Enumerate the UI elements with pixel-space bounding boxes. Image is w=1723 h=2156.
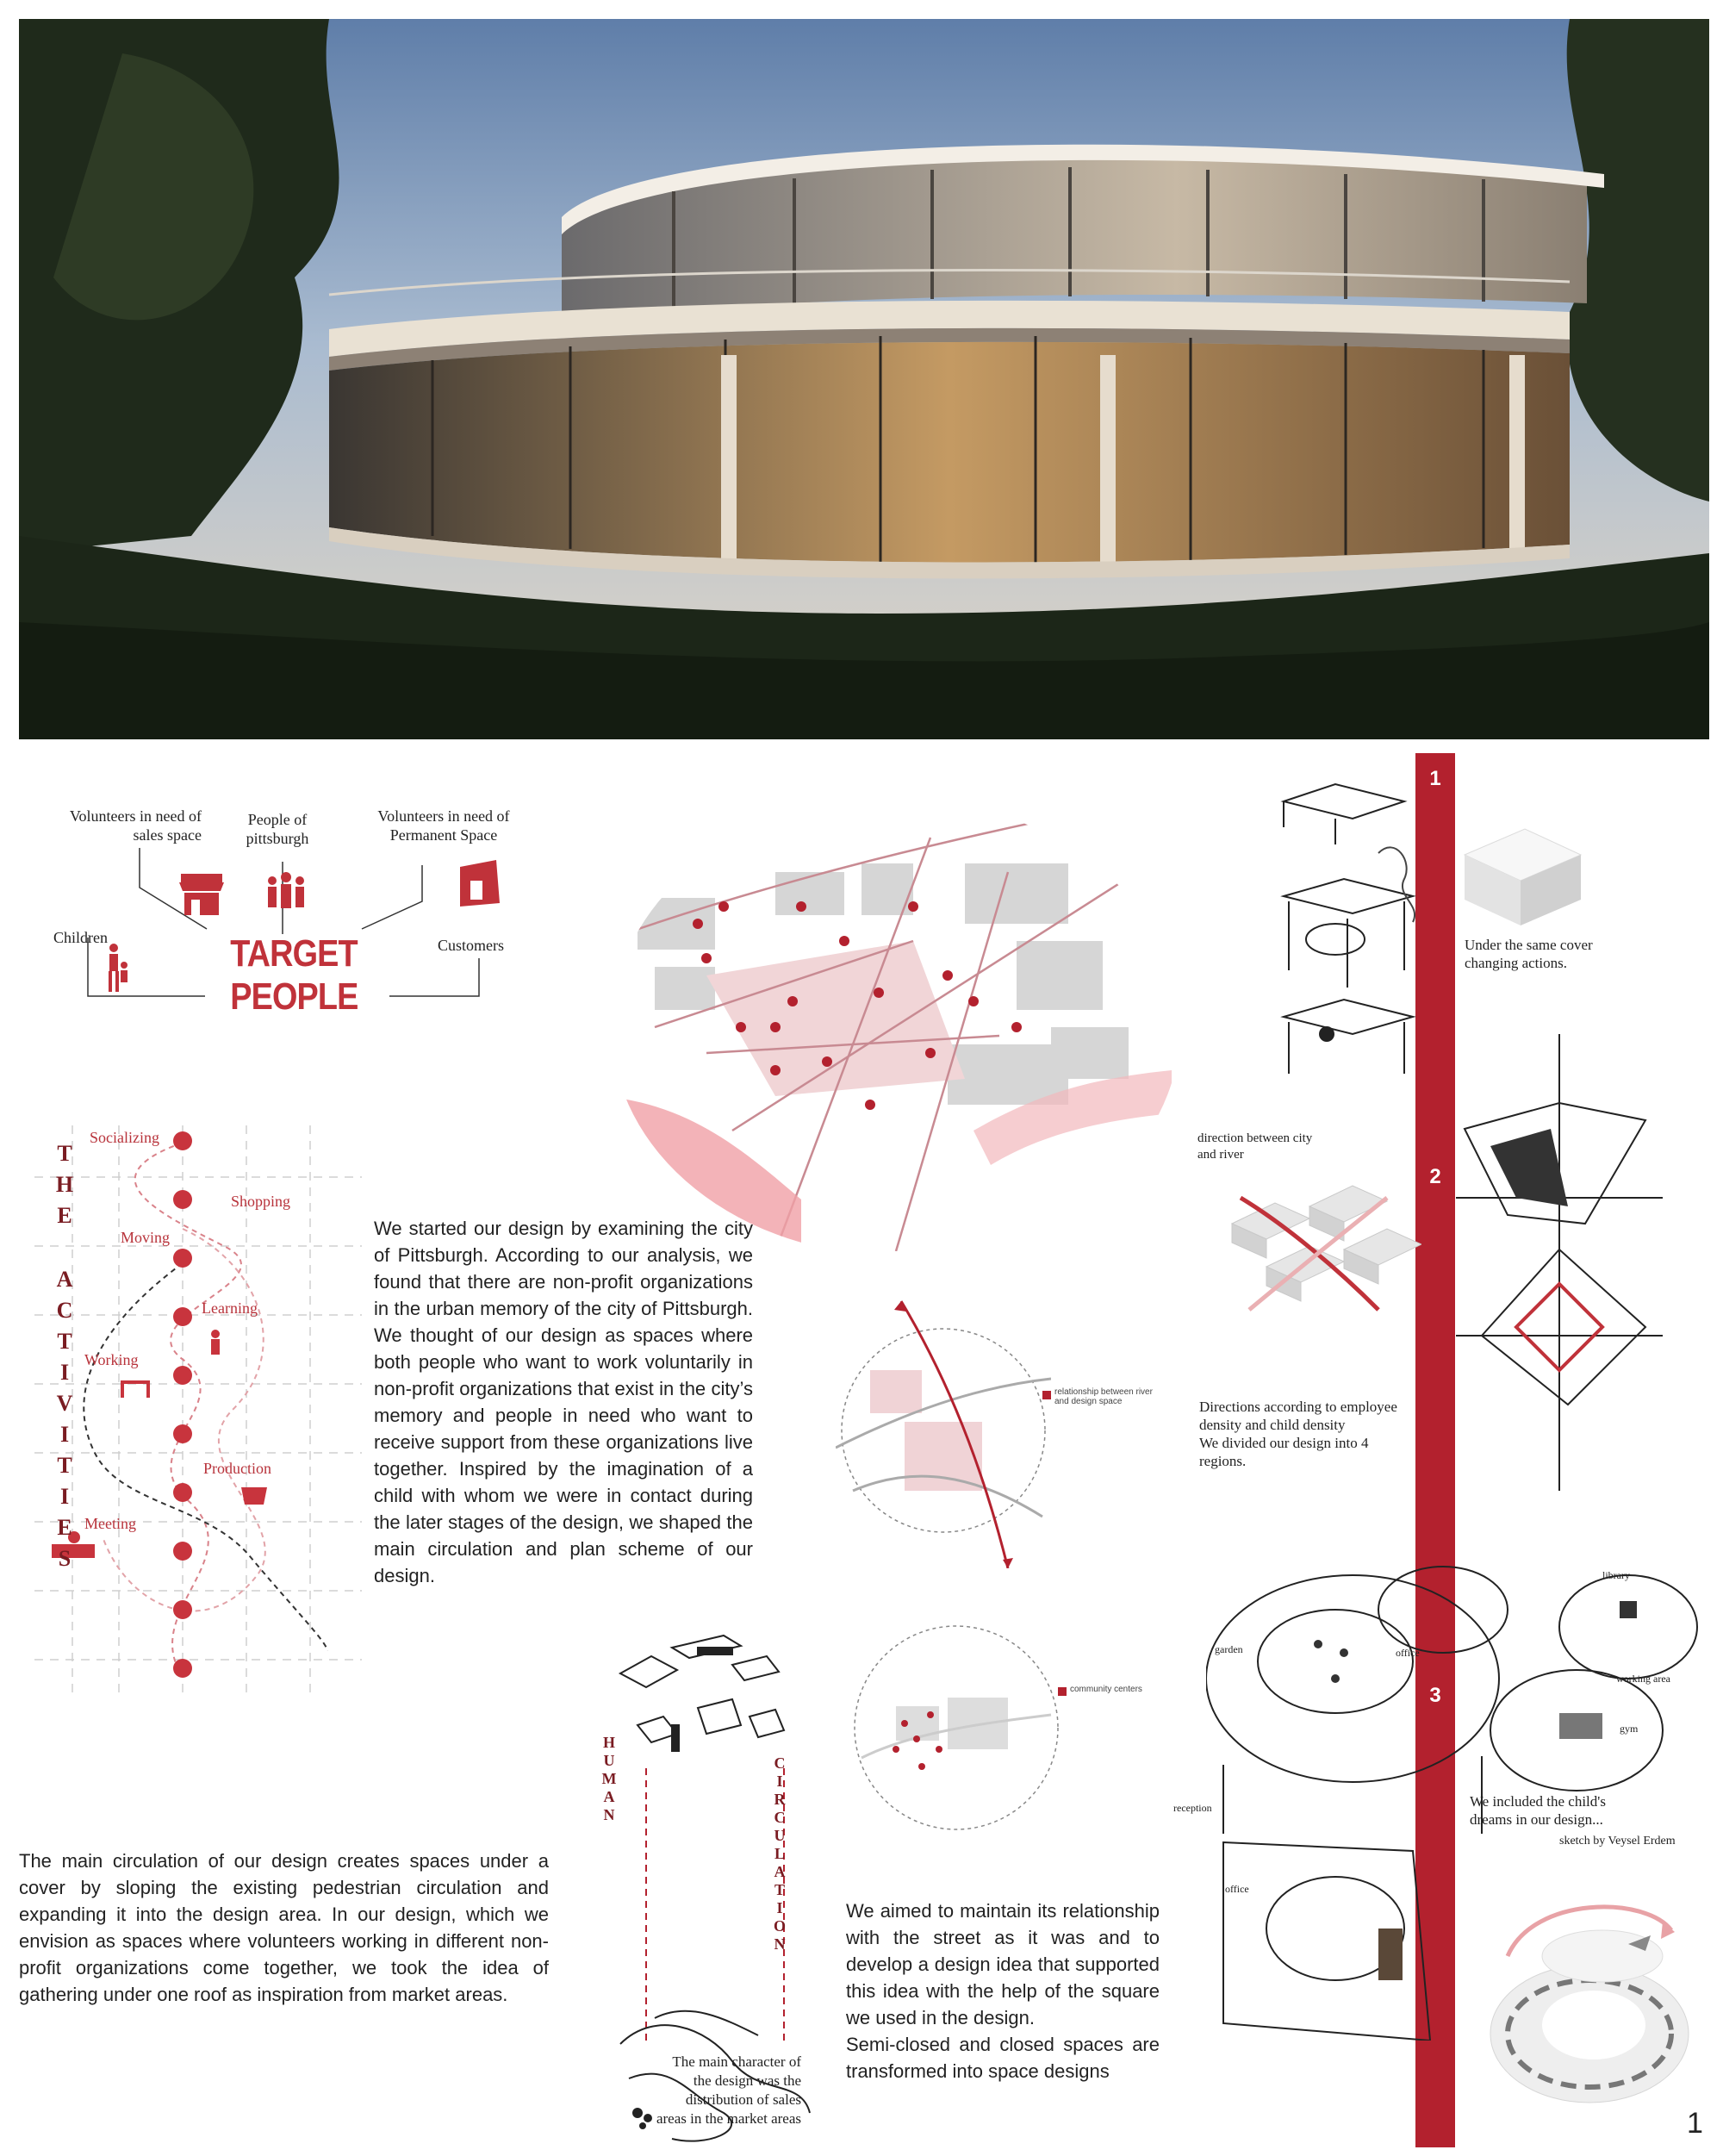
target-people-title xyxy=(230,932,358,1019)
legend-community: community centers xyxy=(1070,1685,1142,1694)
human-letter: M xyxy=(601,1770,617,1787)
title-letter: C xyxy=(56,1298,73,1323)
title-letter: A xyxy=(56,1267,73,1292)
step1-caption: Under the same cover changing actions. xyxy=(1465,937,1593,971)
sketch-credit: sketch by Veysel Erdem xyxy=(1559,1835,1676,1848)
building-render-illustration xyxy=(19,19,1709,739)
target-title-line2: PEOPLE xyxy=(230,975,358,1018)
activity-working: Working xyxy=(84,1351,139,1368)
step3-label-reception: reception xyxy=(1173,1802,1212,1814)
title-letter: T xyxy=(57,1141,72,1166)
intro-paragraph: We started our design by examining the city of Pittsburgh. According to our analysis, we found that there are non-profit organizations in the urban memory of the city of Pittsburgh. We thought of our design as spaces where both people who want to work voluntarily in non-profit organizations that exist in the city’s memory and people in need who want to receive support from these organizations live together. Inspired by the imagination of a child with whom we were in contact during the later stages of the design, we shaped the main circulation and plan scheme of our design. xyxy=(374,1218,753,1586)
label-volunteers-sales: Volunteers in need of sales space xyxy=(69,807,202,844)
circulation-letter: R xyxy=(774,1791,786,1808)
title-letter: I xyxy=(59,1484,70,1509)
title-letter: H xyxy=(55,1172,74,1197)
label-volunteers-permanent: Volunteers in need of Permanent Space xyxy=(377,807,510,844)
activity-meeting: Meeting xyxy=(84,1515,136,1532)
circulation-letter: A xyxy=(774,1863,786,1880)
shop-icon xyxy=(179,874,224,915)
human-vertical-label xyxy=(596,1734,622,1824)
activities-diagram xyxy=(34,1125,370,1694)
activities-vertical-title xyxy=(52,1141,78,1572)
step2-blocks xyxy=(1215,1172,1421,1336)
human-letter: A xyxy=(603,1788,615,1805)
circulation-letter: C xyxy=(774,1809,786,1826)
circulation-letter: I xyxy=(776,1899,783,1916)
activity-learning: Learning xyxy=(202,1299,258,1317)
circulation-letter: U xyxy=(774,1827,786,1844)
title-letter: T xyxy=(57,1453,72,1478)
step3-label-library: library xyxy=(1602,1569,1630,1581)
circulation-paragraph: The main circulation of our design creates spaces under a cover by sloping the existing pedestrian circulation and expanding it into the design area. In our design, which we envision as spaces where volunteers working in different non-profit organizations come together, we took the idea of gathering under one roof as inspiration from market areas. xyxy=(19,1850,549,2005)
ring-circulation-model xyxy=(1482,1861,1697,2137)
step1-cube xyxy=(1456,820,1585,932)
step1-sketches xyxy=(1275,767,1421,1077)
label-children: Children xyxy=(53,929,108,946)
step2-number: 2 xyxy=(1429,1165,1441,1188)
step2-direction-label: direction between city and river xyxy=(1197,1131,1313,1162)
circulation-vertical-label xyxy=(767,1754,793,1953)
human-letter: N xyxy=(603,1806,615,1823)
page-number: 1 xyxy=(1687,2107,1703,2140)
pittsburgh-site-map xyxy=(603,769,1172,1251)
people-group-icon xyxy=(268,872,304,908)
target-title-line1: TARGET xyxy=(230,932,358,975)
permanent-building-icon xyxy=(460,860,500,907)
human-letter: H xyxy=(602,1734,615,1751)
circulation-letter: L xyxy=(774,1845,785,1862)
children-icon xyxy=(109,944,128,992)
title-letter: V xyxy=(56,1391,73,1416)
human-letter: U xyxy=(603,1752,615,1769)
legend-swatch-river xyxy=(1042,1391,1051,1399)
step3-caption: We included the child's dreams in our design... xyxy=(1470,1793,1606,1828)
step3-label-office-bottom: office xyxy=(1225,1883,1249,1895)
step2-sketch xyxy=(1456,1025,1663,1499)
step3-label-office-top: office xyxy=(1396,1647,1420,1659)
step1-number: 1 xyxy=(1429,767,1441,790)
legend-swatch-community xyxy=(1058,1687,1067,1696)
step3-number: 3 xyxy=(1429,1684,1441,1707)
circulation-letter: N xyxy=(774,1935,786,1953)
community-centers-map xyxy=(844,1620,1068,1835)
circulation-letter: C xyxy=(774,1754,786,1772)
title-letter: S xyxy=(58,1546,72,1571)
activity-moving: Moving xyxy=(121,1229,171,1246)
title-letter: E xyxy=(57,1203,72,1228)
activity-production: Production xyxy=(203,1460,271,1477)
circulation-letter: I xyxy=(776,1773,783,1790)
street-paragraph: We aimed to maintain its relationship with the street as it was and to develop a design idea that supported this idea with the help of the square we used in the design. Semi-closed and closed spaces are transformed into space designs xyxy=(846,1900,1160,2082)
circulation-letter: O xyxy=(773,1917,786,1935)
title-letter: E xyxy=(57,1515,72,1540)
label-customers: Customers xyxy=(438,937,505,954)
human-circulation-caption: The main character of the design was the distribution of sales areas in the market areas xyxy=(656,2053,801,2127)
hero-rendering xyxy=(19,19,1709,739)
legend-river: relationship between river and design space xyxy=(1054,1387,1153,1406)
step3-label-working-area: working area xyxy=(1616,1673,1670,1685)
step2-caption: Directions according to employee density and child density We divided our design into 4 regions. xyxy=(1199,1399,1397,1469)
activity-shopping: Shopping xyxy=(231,1193,291,1210)
circulation-letter: T xyxy=(774,1881,785,1898)
step3-label-gym: gym xyxy=(1620,1723,1639,1735)
step3-label-garden: garden xyxy=(1215,1643,1243,1655)
title-letter: I xyxy=(59,1422,70,1447)
river-relationship-map xyxy=(836,1293,1051,1568)
activity-socializing: Socializing xyxy=(90,1129,159,1146)
label-people-pittsburgh: People of pittsburgh xyxy=(246,811,309,847)
title-letter: T xyxy=(57,1329,72,1354)
title-letter: I xyxy=(59,1360,70,1385)
